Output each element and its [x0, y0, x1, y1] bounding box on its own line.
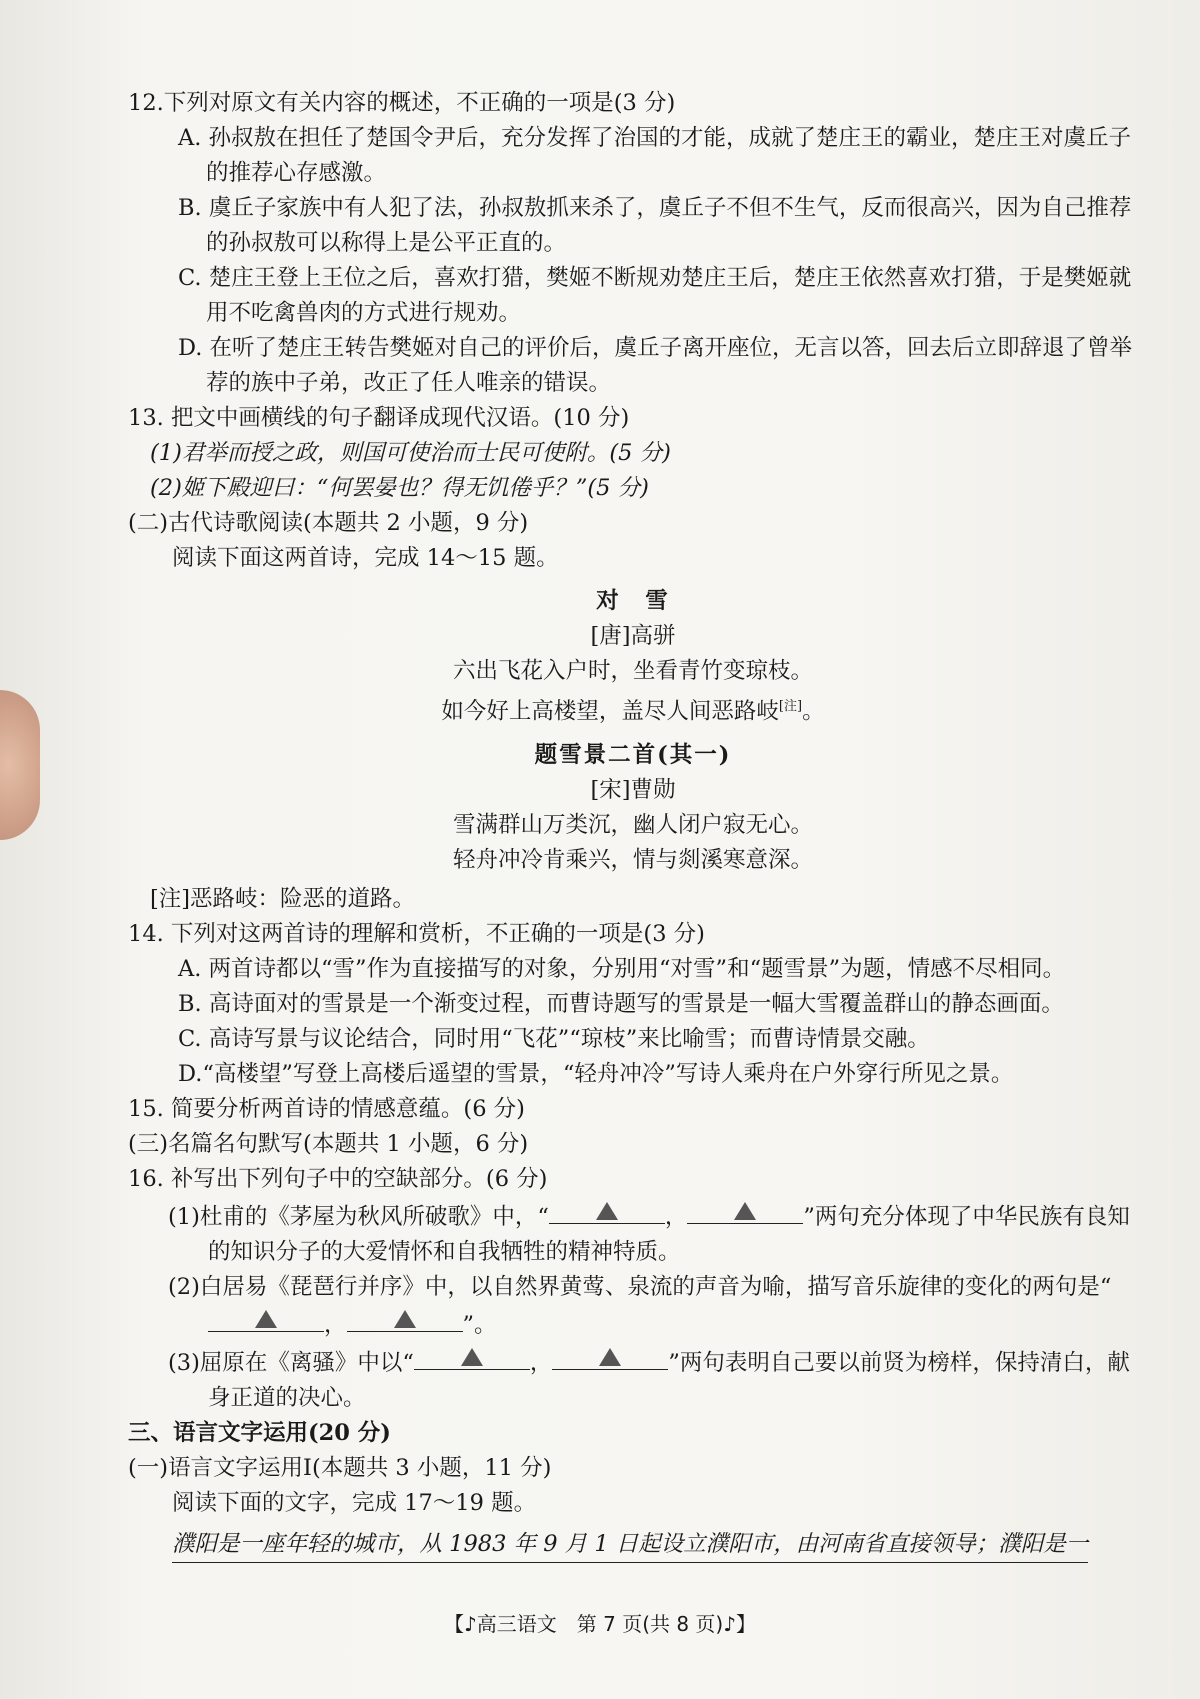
passage-first-line: 濮阳是一座年轻的城市，从 1983 年 9 月 1 日起设立濮阳市，由河南省直接领导；濮阳是一 [172, 1527, 1088, 1563]
part3-intro: 阅读下面的文字，完成 17～19 题。 [172, 1489, 537, 1516]
q13-item-2: (2)姬下殿迎曰：“何罢晏也？得无饥倦乎？”(5 分) [150, 475, 649, 501]
q14-option-d: D.“高楼望”写登上高楼后遥望的雪景，“轻舟冲冷”写诗人乘舟在户外穿行所见之景。 [178, 1060, 1014, 1087]
q13-stem: 13. 把文中画横线的句子翻译成现代汉语。(10 分) [128, 405, 630, 431]
q13-item-1: (1)君举而授之政，则国可使治而士民可使附。(5 分) [150, 440, 671, 466]
answer-blank[interactable] [414, 1343, 530, 1370]
triangle-marker-icon [255, 1310, 277, 1328]
q12-stem: 12.下列对原文有关内容的概述，不正确的一项是(3 分) [128, 90, 676, 116]
music-note-icon: ♪ [463, 1612, 477, 1636]
q12-option-b: B. 虞丘子家族中有人犯了法，孙叔敖抓来杀了，虞丘子不但不生气，反而很高兴，因为自己推荐的孙叔敖可以称得上是公平正直的。 [178, 195, 1132, 256]
answer-blank[interactable] [208, 1305, 324, 1332]
poem1-line-2 [128, 689, 1138, 730]
q16-item-1 [168, 1197, 1138, 1270]
poem1-line-2-end: 。 [802, 698, 825, 725]
q14-option-c: C. 高诗写景与议论结合，同时用“飞花”“琼枝”来比喻雪；而曹诗情景交融。 [178, 1025, 930, 1052]
answer-blank[interactable] [687, 1197, 803, 1224]
finger-shadow [0, 690, 40, 840]
section2-heading: (二)古代诗歌阅读(本题共 2 小题，9 分) [128, 510, 529, 536]
section3-heading: (三)名篇名句默写(本题共 1 小题，6 分) [128, 1130, 529, 1157]
poem1-line-1: 六出飞花入户时，坐看青竹变琼枝。 [452, 658, 813, 684]
triangle-marker-icon [596, 1202, 618, 1220]
answer-blank[interactable] [347, 1305, 463, 1332]
music-note-icon: ♪ [723, 1612, 736, 1636]
poem1-line-2-text: 如今好上高楼望，盖尽人间恶路岐 [441, 698, 779, 725]
poem1-note-marker: [注] [778, 699, 803, 714]
q16-item-1-text-a: (1)杜甫的《茅屋为秋风所破歌》中，“ [168, 1203, 549, 1230]
answer-blank[interactable] [549, 1197, 665, 1224]
poem2-author: [宋]曹勋 [590, 776, 676, 803]
poem2-title: 题雪景二首(其一) [534, 741, 732, 768]
q16-item-3-text-b: ， [529, 1349, 553, 1376]
section2-intro: 阅读下面这两首诗，完成 14～15 题。 [172, 545, 559, 571]
q14-option-b: B. 高诗面对的雪景是一个渐变过程，而曹诗题写的雪景是一幅大雪覆盖群山的静态画面。 [178, 990, 1064, 1017]
triangle-marker-icon [599, 1348, 621, 1366]
q16-item-3 [168, 1343, 1138, 1416]
page-content [128, 86, 1138, 1563]
part3-subheading: (一)语言文字运用Ⅰ(本题共 3 小题，11 分) [128, 1454, 552, 1481]
q16-item-2 [168, 1270, 1138, 1343]
footer-left-bracket: 【 [443, 1612, 464, 1636]
poem2-line-1: 雪满群山万类沉，幽人闭户寂无心。 [452, 811, 813, 838]
q16-item-2-text-c: ”。 [462, 1311, 497, 1338]
poem1-title: 对 雪 [596, 588, 670, 614]
poem1-author: [唐]高骈 [590, 623, 676, 649]
q12-option-c: C. 楚庄王登上王位之后，喜欢打猎，樊姬不断规劝楚庄王后，楚庄王依然喜欢打猎，于是樊姬就用不吃禽兽肉的方式进行规劝。 [178, 265, 1132, 326]
triangle-marker-icon [461, 1348, 483, 1366]
triangle-marker-icon [734, 1202, 756, 1220]
q16-item-1-text-b: ， [664, 1203, 688, 1230]
footer-right-bracket: 】 [736, 1612, 756, 1636]
q16-item-2-text-b: ， [324, 1311, 347, 1338]
q16-item-3-text-c: ”两句表明自己要以前贤为榜样，保持清白，献身正道的决心。 [208, 1349, 1130, 1411]
poem-note: [注]恶路岐：险恶的道路。 [150, 885, 416, 912]
q12-option-a: A. 孙叔敖在担任了楚国令尹后，充分发挥了治国的才能，成就了楚庄王的霸业，楚庄王对虞丘子的推荐心存感激。 [178, 125, 1132, 186]
footer-text: 高三语文 第 7 页(共 8 页) [476, 1612, 724, 1636]
q15-stem: 15. 简要分析两首诗的情感意蕴。(6 分) [128, 1095, 525, 1122]
q16-stem: 16. 补写出下列句子中的空缺部分。(6 分) [128, 1165, 548, 1192]
q16-item-3-text-a: (3)屈原在《离骚》中以“ [168, 1349, 414, 1376]
answer-blank[interactable] [552, 1343, 668, 1370]
q14-stem: 14. 下列对这两首诗的理解和赏析，不正确的一项是(3 分) [128, 920, 705, 947]
q16-item-1-text-c: ”两句充分体现了中华民族有良知的知识分子的大爱情怀和自我牺牲的精神特质。 [208, 1203, 1130, 1265]
poem2-line-2: 轻舟冲冷肯乘兴，情与剡溪寒意深。 [452, 846, 813, 873]
q14-option-a: A. 两首诗都以“雪”作为直接描写的对象，分别用“对雪”和“题雪景”为题，情感不尽相同。 [178, 955, 1066, 982]
q12-option-d: D. 在听了楚庄王转告樊姬对自己的评价后，虞丘子离开座位，无言以答，回去后立即辞退了曾举荐的族中子弟，改正了任人唯亲的错误。 [178, 335, 1133, 396]
part3-heading: 三、语言文字运用(20 分) [128, 1419, 391, 1446]
page-footer [0, 1608, 1200, 1637]
triangle-marker-icon [394, 1310, 416, 1328]
q16-item-2-text-a: (2)白居易《琵琶行并序》中，以自然界黄莺、泉流的声音为喻，描写音乐旋律的变化的两句是“ [168, 1273, 1112, 1300]
